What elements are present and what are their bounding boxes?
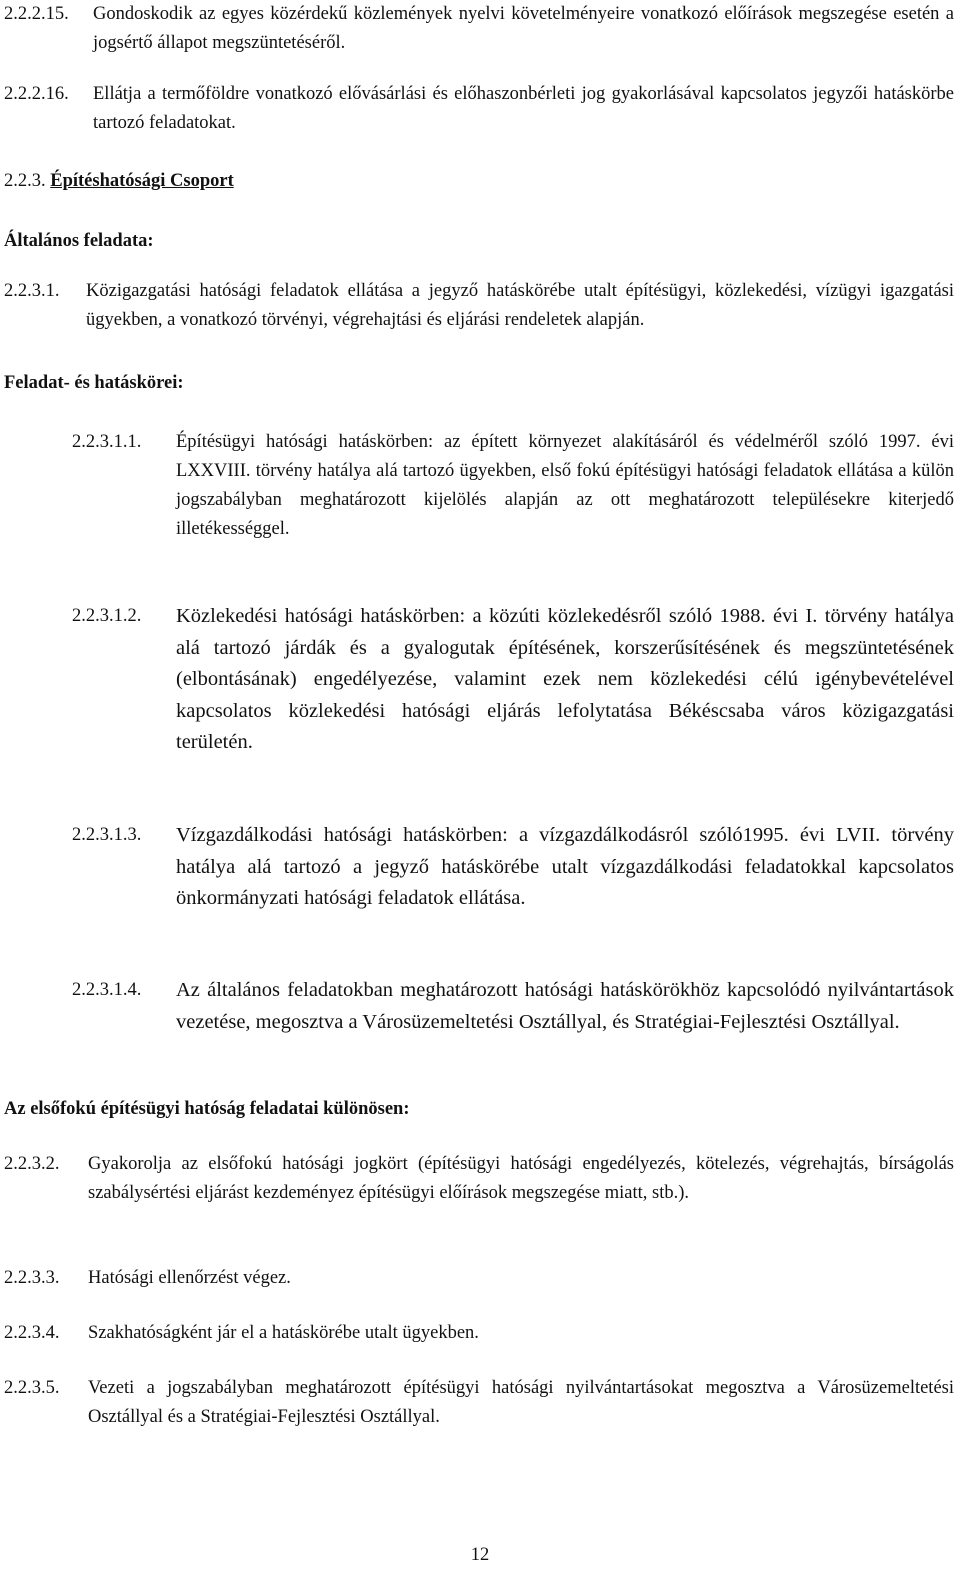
page-number: 12 bbox=[470, 1545, 490, 1565]
paragraph-text: Ellátja a termőföldre vonatkozó elővásárlási és előhaszonbérleti jog gyakorlásával kapcsolatos jegyzői hatáskörbe tartozó feladatokat. bbox=[93, 84, 954, 133]
paragraph-number: 2.2.3.1.2. bbox=[72, 606, 142, 626]
paragraph-text: Hatósági ellenőrzést végez. bbox=[88, 1268, 291, 1288]
paragraph-2-2-3-1-3 bbox=[72, 820, 954, 915]
paragraph-2-2-3-4 bbox=[4, 1319, 954, 1348]
paragraph-2-2-3-1-1 bbox=[72, 428, 954, 544]
paragraph-2-2-3-1-4 bbox=[72, 975, 954, 1038]
paragraph-2-2-2-16 bbox=[4, 80, 954, 138]
paragraph-number: 2.2.3.5. bbox=[4, 1378, 60, 1398]
paragraph-2-2-3-2 bbox=[4, 1150, 954, 1208]
section-number: 2.2.3. bbox=[4, 171, 46, 191]
paragraph-number: 2.2.3.1.3. bbox=[72, 825, 142, 845]
duties-heading: Feladat- és hatáskörei: bbox=[4, 373, 184, 393]
paragraph-2-2-3-3 bbox=[4, 1264, 954, 1293]
paragraph-text: Az általános feladatokban meghatározott hatósági hatáskörökhöz kapcsolódó nyilvántartások vezetése, megosztva a Városüzemeltetési Osztállyal, és Stratégiai-Fejlesztési Osztállyal. bbox=[176, 979, 954, 1033]
paragraph-text: Közlekedési hatósági hatáskörben: a közúti közlekedésről szóló 1988. évi I. törvény hatálya alá tartozó járdák és a gyalogutak építésének, korszerűsítésének és megszüntetésének (elbontásának) engedélyezése, valamint ezek nem közlekedési célú igénybevételével kapcsolatos közlekedési hatósági eljárás lefolytatása Békéscsaba város közigazgatási területén. bbox=[176, 605, 954, 753]
section-heading-2-2-3 bbox=[4, 167, 234, 196]
paragraph-text: Építésügyi hatósági hatáskörben: az épített környezet alakításáról és védelméről szóló 1997. évi LXXVIII. törvény hatálya alá tartozó ügyekben, első fokú építésügyi hatósági feladatok ellátása a külön jogszabályban meghatározott kijelölés alapján az ott meghatározott településekre kiterjedő illetékességgel. bbox=[176, 432, 954, 539]
paragraph-2-2-3-1-2 bbox=[72, 601, 954, 759]
paragraph-text: Közigazgatási hatósági feladatok ellátása a jegyző hatáskörébe utalt építésügyi, közlekedési, vízügyi igazgatási ügyekben, a vonatkozó törvényi, végrehajtási és eljárási rendeletek alapján. bbox=[86, 281, 954, 330]
paragraph-2-2-3-5 bbox=[4, 1374, 954, 1432]
paragraph-number: 2.2.2.16. bbox=[4, 84, 69, 104]
paragraph-number: 2.2.3.3. bbox=[4, 1268, 60, 1288]
paragraph-text: Vízgazdálkodási hatósági hatáskörben: a vízgazdálkodásról szóló1995. évi LVII. törvény hatálya alá tartozó a jegyző hatáskörébe utalt vízgazdálkodási feladatokkal kapcsolatos önkormányzati hatósági feladatok ellátása. bbox=[176, 824, 954, 909]
paragraph-number: 2.2.3.1. bbox=[4, 281, 60, 301]
general-task-heading: Általános feladata: bbox=[4, 231, 154, 251]
paragraph-number: 2.2.3.1.4. bbox=[72, 980, 142, 1000]
paragraph-text: Gondoskodik az egyes közérdekű közlemények nyelvi követelményeire vonatkozó előírások megszegése esetén a jogsértő állapot megszüntetéséről. bbox=[93, 4, 954, 53]
paragraph-text: Gyakorolja az elsőfokú hatósági jogkört (építésügyi hatósági engedélyezés, kötelezés, végrehajtás, bírságolás szabálysértési eljárást kezdeményez építésügyi előírások megszegése miatt, stb.). bbox=[88, 1154, 954, 1203]
first-instance-heading: Az elsőfokú építésügyi hatóság feladatai különösen: bbox=[4, 1099, 410, 1119]
paragraph-2-2-3-1 bbox=[4, 277, 954, 335]
paragraph-2-2-2-15 bbox=[4, 0, 954, 58]
paragraph-text: Szakhatóságként jár el a hatáskörébe utalt ügyekben. bbox=[88, 1323, 479, 1343]
section-title: Építéshatósági Csoport bbox=[50, 171, 234, 191]
paragraph-text: Vezeti a jogszabályban meghatározott építésügyi hatósági nyilvántartásokat megosztva a Városüzemeltetési Osztállyal és a Stratégiai-Fejlesztési Osztállyal. bbox=[88, 1378, 954, 1427]
paragraph-number: 2.2.2.15. bbox=[4, 4, 69, 24]
paragraph-number: 2.2.3.4. bbox=[4, 1323, 60, 1343]
paragraph-number: 2.2.3.1.1. bbox=[72, 432, 142, 452]
paragraph-number: 2.2.3.2. bbox=[4, 1154, 60, 1174]
